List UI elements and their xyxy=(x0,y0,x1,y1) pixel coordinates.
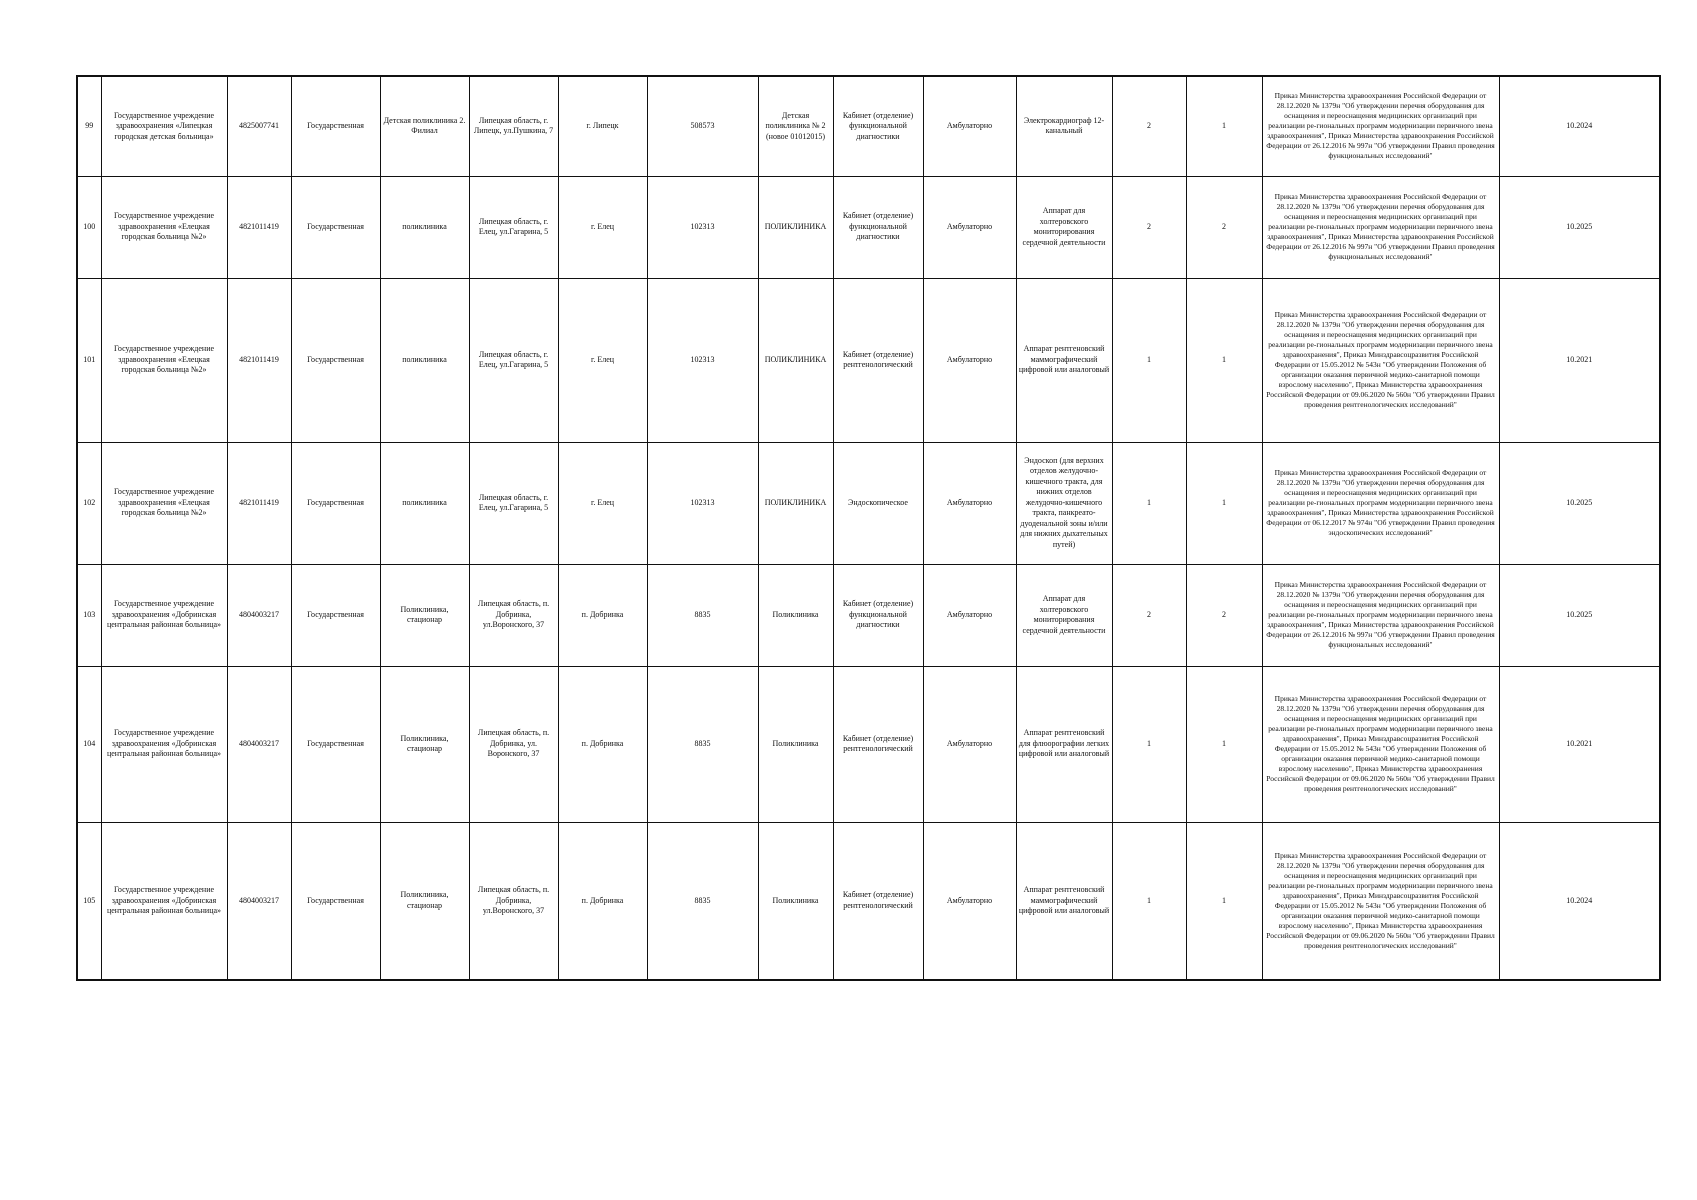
equipment: Аппарат рентгеновский маммографический цифровой или аналоговый xyxy=(1016,278,1112,442)
locality: г. Елец xyxy=(558,278,647,442)
inn: 4804003217 xyxy=(227,564,291,666)
quantity-need: 2 xyxy=(1112,176,1186,278)
subdivision: ПОЛИКЛИНИКА xyxy=(758,442,833,564)
date: 10.2021 xyxy=(1499,278,1660,442)
population: 102313 xyxy=(647,176,758,278)
legal-basis: Приказ Министерства здравоохранения Российской Федерации от 28.12.2020 № 1379н "Об утверждении перечня оборудования для оснащения и переоснащения медицинских организаций при реализации ре-гиональных программ модернизации первичного звена здравоохранения", Приказ Минздравсоцразвития Российской Федерации от 15.05.2012 № 543н "Об утверждении Положения об организации оказания первичной медико-санитарной помощи взрослому населению", Приказ Министерства здравоохранения Российской Федерации от 09.06.2020 № 560н "Об утверждении Правил проведения рентгенологических исследований" xyxy=(1262,822,1499,980)
population: 102313 xyxy=(647,442,758,564)
subdivision: ПОЛИКЛИНИКА xyxy=(758,278,833,442)
legal-basis: Приказ Министерства здравоохранения Российской Федерации от 28.12.2020 № 1379н "Об утверждении перечня оборудования для оснащения и переоснащения медицинских организаций при реализации ре-гиональных программ модернизации первичного звена здравоохранения", Приказ Министерства здравоохранения Российской Федерации от 26.12.2016 № 997н "Об утверждении Правил проведения функциональных исследований" xyxy=(1262,76,1499,176)
quantity-need: 2 xyxy=(1112,76,1186,176)
date: 10.2024 xyxy=(1499,76,1660,176)
organization-name: Государственное учреждение здравоохранения «Елецкая городская больница №2» xyxy=(101,176,227,278)
legal-basis: Приказ Министерства здравоохранения Российской Федерации от 28.12.2020 № 1379н "Об утверждении перечня оборудования для оснащения и переоснащения медицинских организаций при реализации ре-гиональных программ модернизации первичного звена здравоохранения", Приказ Минздравсоцразвития Российской Федерации от 15.05.2012 № 543н "Об утверждении Положения об организации оказания первичной медико-санитарной помощи взрослому населению", Приказ Министерства здравоохранения Российской Федерации от 09.06.2020 № 560н "Об утверждении Правил проведения рентгенологических исследований" xyxy=(1262,278,1499,442)
subdivision: Поликлиника xyxy=(758,666,833,822)
organization-name: Государственное учреждение здравоохранения «Добринская центральная районная больница» xyxy=(101,564,227,666)
quantity-need: 1 xyxy=(1112,278,1186,442)
quantity-need: 1 xyxy=(1112,666,1186,822)
inn: 4821011419 xyxy=(227,278,291,442)
legal-basis: Приказ Министерства здравоохранения Российской Федерации от 28.12.2020 № 1379н "Об утверждении перечня оборудования для оснащения и переоснащения медицинских организаций при реализации ре-гиональных программ модернизации первичного звена здравоохранения", Приказ Министерства здравоохранения Российской Федерации от 26.12.2016 № 997н "Об утверждении Правил проведения функциональных исследований" xyxy=(1262,176,1499,278)
table-row xyxy=(77,564,1660,666)
structural-unit: поликлиника xyxy=(380,278,469,442)
row-number: 100 xyxy=(77,176,101,278)
population: 508573 xyxy=(647,76,758,176)
table-row xyxy=(77,76,1660,176)
date: 10.2025 xyxy=(1499,442,1660,564)
organization-name: Государственное учреждение здравоохранения «Елецкая городская больница №2» xyxy=(101,278,227,442)
care-type: Амбулаторно xyxy=(923,564,1016,666)
date: 10.2024 xyxy=(1499,822,1660,980)
quantity-need: 2 xyxy=(1112,564,1186,666)
row-number: 102 xyxy=(77,442,101,564)
cabinet: Эндоскопическое xyxy=(833,442,923,564)
care-type: Амбулаторно xyxy=(923,278,1016,442)
population: 8835 xyxy=(647,666,758,822)
subdivision: Поликлиника xyxy=(758,822,833,980)
date: 10.2025 xyxy=(1499,176,1660,278)
cabinet: Кабинет (отделение) рентгенологический xyxy=(833,822,923,980)
table-row xyxy=(77,442,1660,564)
population: 8835 xyxy=(647,564,758,666)
legal-basis: Приказ Министерства здравоохранения Российской Федерации от 28.12.2020 № 1379н "Об утверждении перечня оборудования для оснащения и переоснащения медицинских организаций при реализации ре-гиональных программ модернизации первичного звена здравоохранения", Приказ Министерства здравоохранения Российской Федерации от 26.12.2016 № 997н "Об утверждении Правил проведения функциональных исследований" xyxy=(1262,564,1499,666)
quantity-plan: 1 xyxy=(1186,278,1262,442)
structural-unit: Детская поликлиника 2. Филиал xyxy=(380,76,469,176)
ownership: Государственная xyxy=(291,176,380,278)
inn: 4804003217 xyxy=(227,666,291,822)
population: 8835 xyxy=(647,822,758,980)
inn: 4825007741 xyxy=(227,76,291,176)
document-page xyxy=(76,75,1639,981)
locality: п. Добринка xyxy=(558,564,647,666)
row-number: 105 xyxy=(77,822,101,980)
care-type: Амбулаторно xyxy=(923,76,1016,176)
subdivision: ПОЛИКЛИНИКА xyxy=(758,176,833,278)
locality: г. Липецк xyxy=(558,76,647,176)
row-number: 99 xyxy=(77,76,101,176)
quantity-need: 1 xyxy=(1112,822,1186,980)
organization-name: Государственное учреждение здравоохранения «Добринская центральная районная больница» xyxy=(101,666,227,822)
equipment: Аппарат рентгеновский маммографический цифровой или аналоговый xyxy=(1016,822,1112,980)
structural-unit: Поликлиника, стационар xyxy=(380,666,469,822)
address: Липецкая область, п. Добринка, ул. Воронского, 37 xyxy=(469,666,558,822)
address: Липецкая область, г. Елец, ул.Гагарина, 5 xyxy=(469,442,558,564)
quantity-plan: 2 xyxy=(1186,564,1262,666)
organization-name: Государственное учреждение здравоохранения «Липецкая городская детская больница» xyxy=(101,76,227,176)
subdivision: Детская поликлиника № 2 (новое 01012015) xyxy=(758,76,833,176)
equipment: Электрокардиограф 12-канальный xyxy=(1016,76,1112,176)
table-row xyxy=(77,176,1660,278)
address: Липецкая область, г. Елец, ул.Гагарина, 5 xyxy=(469,278,558,442)
structural-unit: поликлиника xyxy=(380,442,469,564)
locality: п. Добринка xyxy=(558,666,647,822)
table-row xyxy=(77,278,1660,442)
inn: 4821011419 xyxy=(227,176,291,278)
locality: г. Елец xyxy=(558,442,647,564)
row-number: 103 xyxy=(77,564,101,666)
cabinet: Кабинет (отделение) функциональной диагностики xyxy=(833,564,923,666)
population: 102313 xyxy=(647,278,758,442)
date: 10.2025 xyxy=(1499,564,1660,666)
structural-unit: Поликлиника, стационар xyxy=(380,822,469,980)
care-type: Амбулаторно xyxy=(923,822,1016,980)
cabinet: Кабинет (отделение) функциональной диагностики xyxy=(833,76,923,176)
quantity-plan: 1 xyxy=(1186,822,1262,980)
organization-name: Государственное учреждение здравоохранения «Елецкая городская больница №2» xyxy=(101,442,227,564)
ownership: Государственная xyxy=(291,666,380,822)
date: 10.2021 xyxy=(1499,666,1660,822)
cabinet: Кабинет (отделение) рентгенологический xyxy=(833,666,923,822)
row-number: 101 xyxy=(77,278,101,442)
table-row xyxy=(77,822,1660,980)
organization-name: Государственное учреждение здравоохранения «Добринская центральная районная больница» xyxy=(101,822,227,980)
care-type: Амбулаторно xyxy=(923,666,1016,822)
equipment: Аппарат рентгеновский для флюорографии легких цифровой или аналоговый xyxy=(1016,666,1112,822)
inn: 4821011419 xyxy=(227,442,291,564)
care-type: Амбулаторно xyxy=(923,442,1016,564)
ownership: Государственная xyxy=(291,76,380,176)
locality: г. Елец xyxy=(558,176,647,278)
legal-basis: Приказ Министерства здравоохранения Российской Федерации от 28.12.2020 № 1379н "Об утверждении перечня оборудования для оснащения и переоснащения медицинских организаций при реализации ре-гиональных программ модернизации первичного звена здравоохранения", Приказ Минздравсоцразвития Российской Федерации от 15.05.2012 № 543н "Об утверждении Положения об организации оказания первичной медико-санитарной помощи взрослому населению", Приказ Министерства здравоохранения Российской Федерации от 09.06.2020 № 560н "Об утверждении Правил проведения рентгенологических исследований" xyxy=(1262,666,1499,822)
ownership: Государственная xyxy=(291,278,380,442)
ownership: Государственная xyxy=(291,564,380,666)
legal-basis: Приказ Министерства здравоохранения Российской Федерации от 28.12.2020 № 1379н "Об утверждении перечня оборудования для оснащения и переоснащения медицинских организаций при реализации ре-гиональных программ модернизации первичного звена здравоохранения", Приказ Министерства здравоохранения Российской Федерации от 06.12.2017 № 974н "Об утверждении Правил проведения эндоскопических исследований" xyxy=(1262,442,1499,564)
structural-unit: поликлиника xyxy=(380,176,469,278)
quantity-plan: 1 xyxy=(1186,666,1262,822)
care-type: Амбулаторно xyxy=(923,176,1016,278)
quantity-need: 1 xyxy=(1112,442,1186,564)
quantity-plan: 1 xyxy=(1186,76,1262,176)
table-body xyxy=(77,76,1660,980)
cabinet: Кабинет (отделение) функциональной диагностики xyxy=(833,176,923,278)
equipment-table xyxy=(76,75,1661,981)
address: Липецкая область, г. Елец, ул.Гагарина, 5 xyxy=(469,176,558,278)
quantity-plan: 1 xyxy=(1186,442,1262,564)
equipment: Аппарат для холтеровского мониторирования сердечной деятельности xyxy=(1016,176,1112,278)
locality: п. Добринка xyxy=(558,822,647,980)
cabinet: Кабинет (отделение) рентгенологический xyxy=(833,278,923,442)
inn: 4804003217 xyxy=(227,822,291,980)
table-row xyxy=(77,666,1660,822)
equipment: Аппарат для холтеровского мониторирования сердечной деятельности xyxy=(1016,564,1112,666)
quantity-plan: 2 xyxy=(1186,176,1262,278)
row-number: 104 xyxy=(77,666,101,822)
equipment: Эндоскоп (для верхних отделов желудочно-кишечного тракта, для нижних отделов желудочно-кишечного тракта, панкреато-дуоденальной зоны и/или для нижних дыхательных путей) xyxy=(1016,442,1112,564)
structural-unit: Поликлиника, стационар xyxy=(380,564,469,666)
address: Липецкая область, п. Добринка, ул.Воронского, 37 xyxy=(469,822,558,980)
address: Липецкая область, г. Липецк, ул.Пушкина, 7 xyxy=(469,76,558,176)
ownership: Государственная xyxy=(291,822,380,980)
ownership: Государственная xyxy=(291,442,380,564)
subdivision: Поликлиника xyxy=(758,564,833,666)
address: Липецкая область, п. Добринка, ул.Воронского, 37 xyxy=(469,564,558,666)
